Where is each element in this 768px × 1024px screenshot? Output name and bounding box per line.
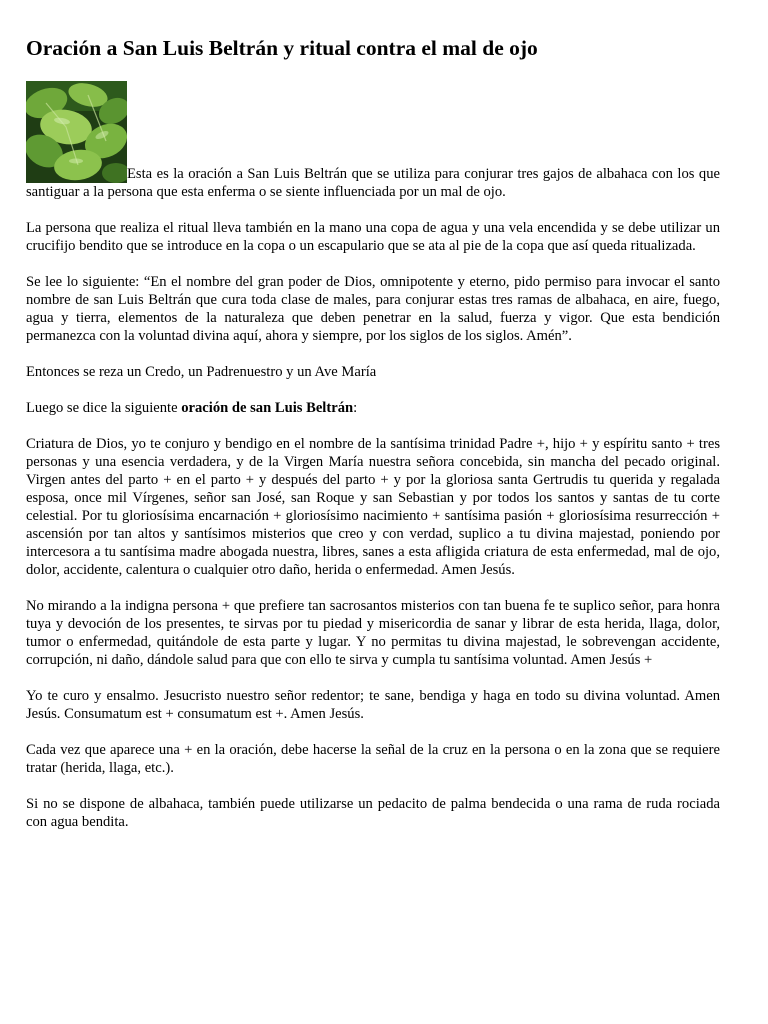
paragraph-intro [26,81,720,201]
paragraph-prayers: Entonces se reza un Credo, un Padrenuestro y un Ave María [26,364,377,380]
lead-in-bold: oración de san Luis Beltrán [181,400,354,416]
paragraph-healing: Yo te curo y ensalmo. Jesucristo nuestro señor redentor; te sane, bendiga y haga en todo su divina voluntad. Amen Jesús. Consumatum est + consumatum est +. Amen Jesús. [26,688,720,722]
paragraph-lead-in [26,399,720,417]
lead-in-suffix: : [353,400,358,416]
paragraph-invocation: Se lee lo siguiente: “En el nombre del gran poder de Dios, omnipotente y eterno, pido permiso para invocar el santo nombre de san Luis Beltrán que cura toda clase de males, para conjurar estas tres ramas de albahaca, en aire, fuego, agua y tierra, elementos de la naturaleza que deben penetrar en la salud, fuerza y vigor. Que esta bendición permanezca con la voluntad divina aquí, ahora y siempre, por los siglos de los siglos. Amén”. [26,274,720,344]
paragraph-ritual: La persona que realiza el ritual lleva también en la mano una copa de agua y una vela encendida y se debe utilizar un crucifijo bendito que se introduce en la copa o un escapulario que se ata al pie de la copa que así queda ritualizada. [26,220,720,254]
paragraph-supplication: No mirando a la indigna persona + que prefiere tan sacrosantos misterios con tan buena fe te suplico señor, para honra tuya y devoción de los presentes, te sirvas por tu piedad y misericordia de sanar y librar de esta herida, llaga, dolor, tumor o enfermedad, quitándole de esta parte y lugar. Y no permitas tu divina majestad, le sobrevengan accidente, corrupción, ni daño, dándole salud para que con ello te sirva y cumpla tu santísima voluntad. Amen Jesús + [26,598,720,668]
paragraph-cross-note: Cada vez que aparece una + en la oración, debe hacerse la señal de la cruz en la persona o en la zona que se requiere tratar (herida, llaga, etc.). [26,742,720,776]
document-page [26,34,720,849]
lead-in-prefix: Luego se dice la siguiente [26,400,182,416]
paragraph-conjuration: Criatura de Dios, yo te conjuro y bendigo en el nombre de la santísima trinidad Padre +, hijo + y espíritu santo + tres personas y una esencia verdadera, y de la Virgen María nuestra señora concebida, sin mancha del pecado original. Virgen antes del parto + en el parto + y después del parto + y por la gloriosa santa Gertrudis tu querida y regalada esposa, once mil Vírgenes, señor san José, san Roque y san Sebastian y por todos los santos y santas de tu corte celestial. Por tu gloriosísima encarnación + gloriosísimo nacimiento + santísima pasión + gloriosísima resurrección + ascensión por tan altos y santísimos misterios que creo y con verdad, suplico a tu divina majestad, poniendo por intercesora a tu santísima madre abogada nuestra, libres, sanes a esta afligida criatura de esta enfermedad, mal de ojo, dolor, accidente, calentura o cualquier otro daño, herida o enfermedad. Amen Jesús. [26,436,720,578]
paragraph-alternative: Si no se dispone de albahaca, también puede utilizarse un pedacito de palma bendecida o una rama de ruda rociada con agua bendita. [26,796,720,830]
page-title: Oración a San Luis Beltrán y ritual contra el mal de ojo [26,36,538,60]
paragraph-intro-text: Esta es la oración a San Luis Beltrán que se utiliza para conjurar tres gajos de albahaca con los que santiguar a la persona que esta enferma o se siente influenciada por un mal de ojo. [26,166,720,200]
basil-leaves-photo-icon [26,81,127,183]
